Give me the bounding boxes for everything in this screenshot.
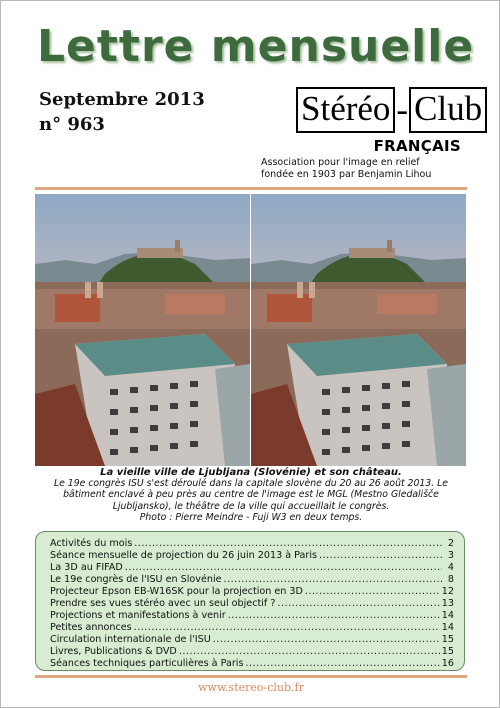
- toc-entry[interactable]: [50, 634, 454, 646]
- club-tagline: [261, 157, 461, 181]
- toc-page: 12: [441, 586, 454, 597]
- toc-entry[interactable]: [50, 550, 454, 562]
- logo-part2: Club: [409, 87, 487, 133]
- toc-label: Séance mensuelle de projection du 26 juin 2013 à Paris: [50, 550, 318, 561]
- toc-leader: [224, 574, 442, 586]
- toc-page: 2: [447, 538, 454, 549]
- website-link[interactable]: www.stereo-club.fr: [198, 681, 304, 694]
- toc-leader: [179, 646, 440, 658]
- toc-label: Le 19e congrès de l'ISU en Slovénie: [50, 574, 222, 585]
- top-divider: [35, 187, 467, 190]
- caption-line: Ljubljansko), le théâtre de la ville qui accueillait le congrès.: [112, 500, 390, 512]
- logo-dash: -: [396, 90, 409, 129]
- toc-entry[interactable]: [50, 658, 454, 670]
- toc-label: Activités du mois: [50, 538, 133, 549]
- toc-page: 13: [441, 598, 454, 609]
- toc-label: Livres, Publications & DVD: [50, 646, 177, 657]
- toc-entry[interactable]: [50, 574, 454, 586]
- toc-label: Petites annonces: [50, 622, 132, 633]
- issue-number: n° 963: [39, 114, 105, 135]
- toc-entry[interactable]: [50, 586, 454, 598]
- caption-line: bâtiment enclavé à peu près au centre de l'image est le MGL (Mestno Gledališče: [63, 489, 439, 501]
- toc-entry[interactable]: [50, 646, 454, 658]
- toc-leader: [134, 622, 440, 634]
- toc-leader: [319, 550, 442, 562]
- club-logo: [296, 86, 487, 134]
- toc-leader: [228, 610, 440, 622]
- newsletter-title: Lettre mensuelle: [37, 21, 475, 72]
- bottom-divider: [35, 675, 467, 678]
- logo-part1: Stéréo: [296, 87, 395, 133]
- toc-page: 16: [441, 658, 454, 669]
- toc-entry[interactable]: [50, 622, 454, 634]
- toc-page: 3: [447, 550, 454, 561]
- toc-page: 4: [447, 562, 454, 573]
- toc-label: Circulation internationale de l'ISU: [50, 634, 211, 645]
- stereo-photo-right: [251, 194, 466, 466]
- toc-entry[interactable]: [50, 610, 454, 622]
- toc-label: Projecteur Epson EB-W16SK pour la projection en 3D: [50, 586, 303, 597]
- issue-date: Septembre 2013: [39, 89, 205, 110]
- toc-leader: [305, 586, 440, 598]
- toc-leader: [213, 634, 440, 646]
- logo-subtitle: FRANÇAIS: [373, 137, 461, 155]
- toc-page: 15: [441, 634, 454, 645]
- caption-title: La vieille ville de Ljubljana (Slovénie) et son château.: [100, 467, 402, 478]
- toc-leader: [125, 562, 442, 574]
- toc-entry[interactable]: [50, 538, 454, 550]
- toc-leader: [134, 538, 442, 550]
- caption-line: Photo : Pierre Meindre - Fuji W3 en deux temps.: [139, 511, 363, 523]
- tagline-line2: fondée en 1903 par Benjamin Lihou: [261, 169, 432, 180]
- caption-line: Le 19e congrès ISU s'est déroulé dans la capitale slovène du 20 au 26 août 2013. Le: [53, 478, 449, 490]
- toc-label: La 3D au FIFAD: [50, 562, 123, 573]
- toc-leader: [245, 658, 439, 670]
- toc-entry[interactable]: [50, 598, 454, 610]
- table-of-contents: [35, 531, 465, 671]
- toc-label: Séances techniques particulières à Paris: [50, 658, 244, 669]
- toc-leader: [277, 598, 439, 610]
- toc-page: 8: [447, 574, 454, 585]
- toc-label: Prendre ses vues stéréo avec un seul objectif ?: [50, 598, 276, 609]
- toc-page: 14: [441, 622, 454, 633]
- photo-caption: [35, 467, 467, 523]
- tagline-line1: Association pour l'image en relief: [261, 157, 420, 168]
- toc-label: Projections et manifestations à venir: [50, 610, 226, 621]
- stereo-photo-left: [35, 194, 250, 466]
- toc-entry[interactable]: [50, 562, 454, 574]
- toc-page: 14: [441, 610, 454, 621]
- toc-page: 15: [441, 646, 454, 657]
